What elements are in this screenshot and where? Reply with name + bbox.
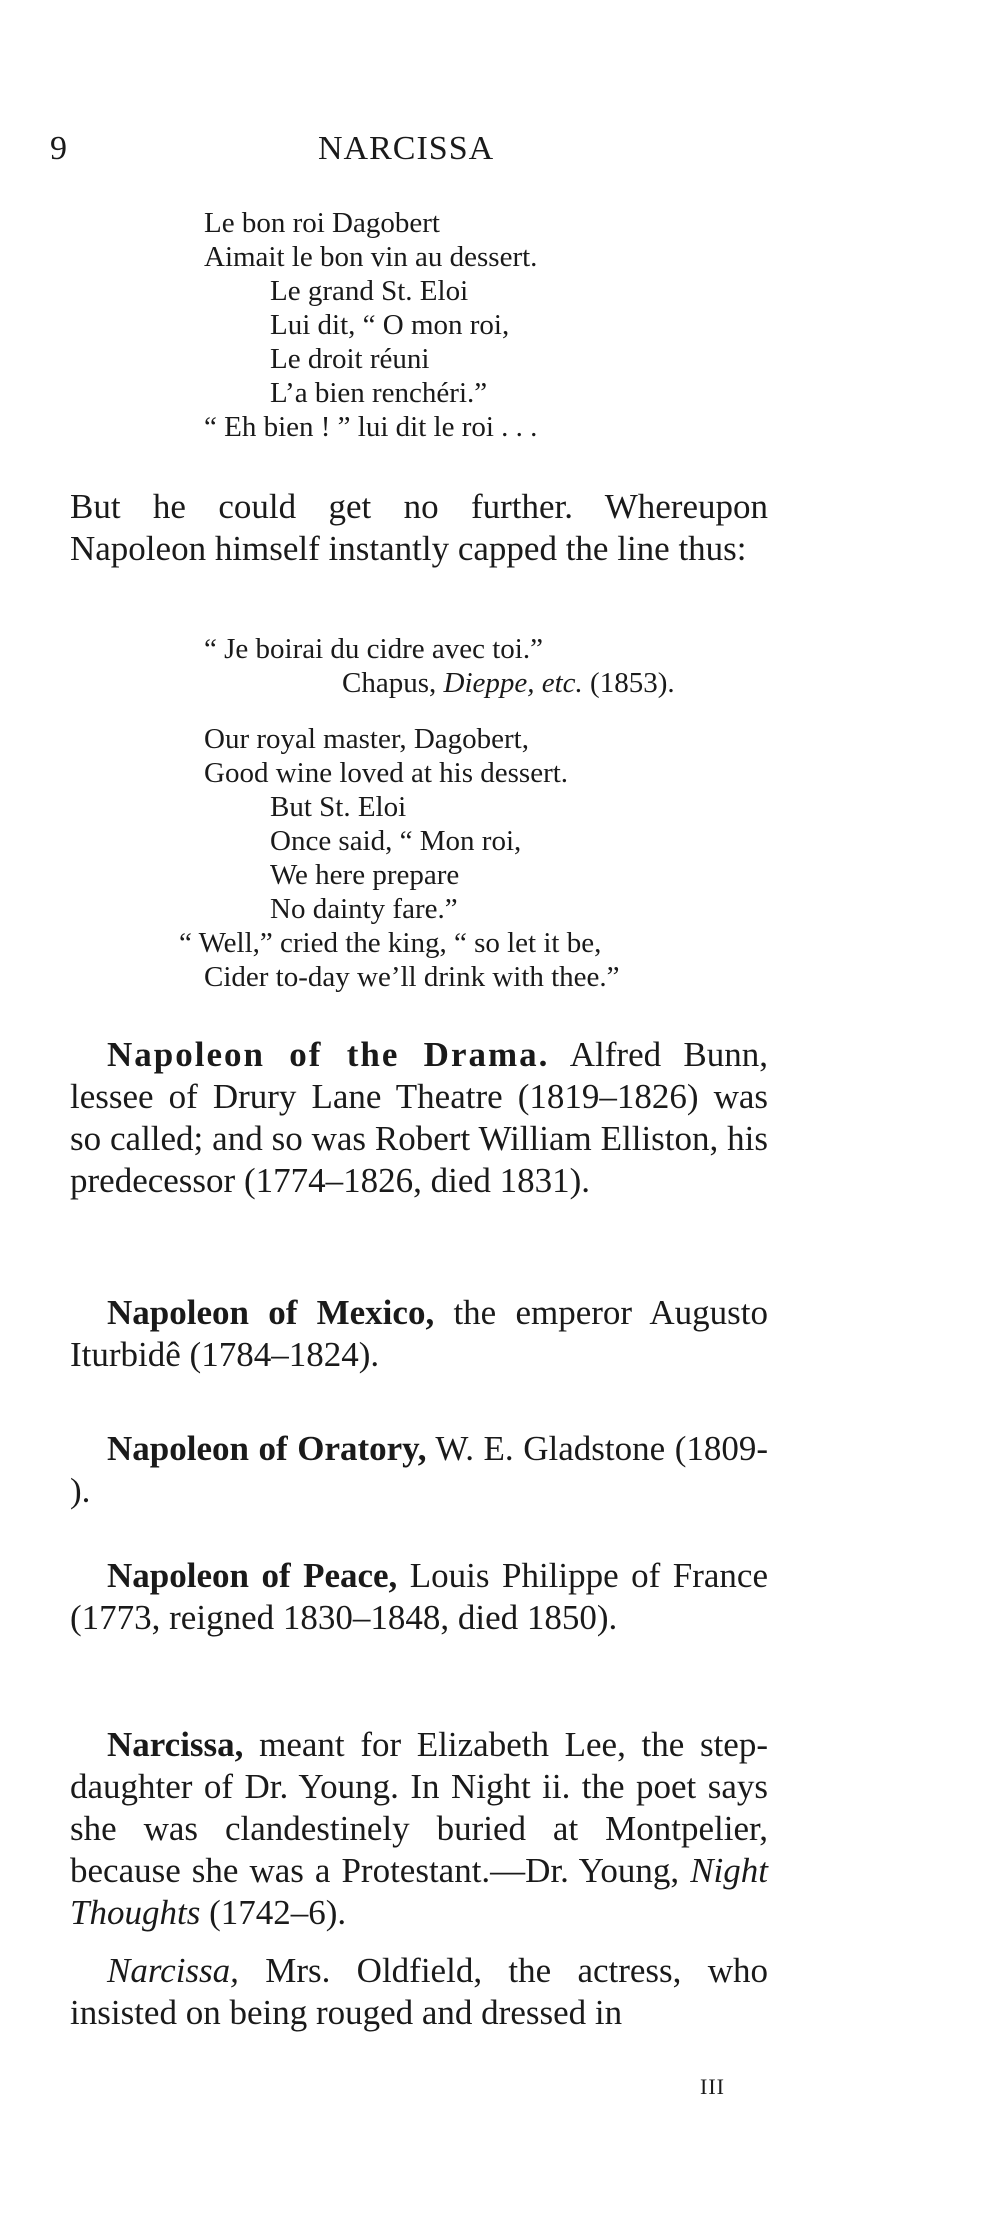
source-year: (1853). — [590, 667, 675, 699]
signature-mark: III — [700, 2074, 725, 2099]
entry-text: Mrs. Oldfield, the actress, who insisted on being rouged and dressed in — [70, 1951, 768, 2032]
entry-heading: Narcissa, — [107, 1951, 239, 1990]
entry-napoleon-of-peace — [70, 1555, 768, 1639]
verse-line: L’a bien renchéri.” — [270, 377, 488, 409]
verse-line: Once said, “ Mon roi, — [270, 825, 522, 857]
entry-heading: Napoleon of Mexico, — [107, 1293, 435, 1332]
entry-narcissa-mrs-oldfield — [70, 1950, 768, 2034]
english-verse — [179, 722, 620, 994]
entry-heading: Napoleon of the Drama. — [107, 1035, 550, 1074]
french-verse — [204, 206, 537, 444]
verse-line: “ Well,” cried the king, “ so let it be, — [179, 927, 602, 959]
entry-heading: Napoleon of Peace, — [107, 1556, 398, 1595]
entry-heading: Napoleon of Oratory, — [107, 1429, 427, 1468]
entry-text: Alfred Bunn, lessee of Drury Lane Theatre (1819–1826) was so called; and so was Robert William Elliston, his predecessor (1774–1826, died 1831). — [70, 1035, 768, 1200]
entry-text: Louis Philippe of France (1773, reigned 1830–1848, died 1850). — [70, 1556, 768, 1637]
verse-line: “ Eh bien ! ” lui dit le roi . . . — [204, 411, 538, 443]
verse-line: Le grand St. Eloi — [270, 275, 469, 307]
verse-line: Le droit réuni — [270, 343, 430, 375]
entry-narcissa-elizabeth-lee — [70, 1724, 768, 1934]
verse-line: Cider to-day we’ll drink with thee.” — [204, 961, 620, 993]
verse-line: Lui dit, “ O mon roi, — [270, 309, 510, 341]
running-title: NARCISSA — [318, 130, 495, 167]
verse-line: We here prepare — [270, 859, 460, 891]
verse-line: Le bon roi Dagobert — [204, 207, 440, 239]
source-author: Chapus, — [342, 667, 437, 699]
entry-napoleon-of-oratory — [70, 1428, 839, 1512]
napoleon-quote: “ Je boirai du cidre avec toi.” — [204, 633, 543, 665]
entry-heading: Narcissa, — [107, 1725, 244, 1764]
source-work: Dieppe, etc. — [443, 667, 583, 699]
entry-text: the emperor Augusto Iturbidê (1784–1824). — [70, 1293, 768, 1374]
verse-line: No dainty fare.” — [270, 893, 458, 925]
paragraph-napoleon-capped — [70, 486, 768, 570]
entry-tail: (1742–6). — [200, 1893, 347, 1932]
entry-napoleon-of-the-drama — [70, 1034, 768, 1202]
page-number: 9 — [50, 130, 67, 167]
entry-napoleon-of-mexico — [70, 1292, 768, 1376]
quote-source — [342, 666, 675, 700]
verse-line: Aimait le bon vin au dessert. — [204, 241, 538, 273]
paragraph-text: But he could get no further. Whereupon Napoleon himself instantly capped the line thus: — [70, 487, 768, 568]
entry-text: W. E. Gladstone (1809- ). — [70, 1429, 839, 1510]
verse-line: But St. Eloi — [270, 791, 407, 823]
verse-line: Our royal master, Dagobert, — [204, 723, 529, 755]
entry-title: Night Thoughts — [70, 1851, 768, 1932]
verse-line: Good wine loved at his dessert. — [204, 757, 569, 789]
entry-text: meant for Elizabeth Lee, the step-daughter of Dr. Young. In Night ii. the poet says she was clandestinely buried at Montpelier, because she was a Protestant.—Dr. Young, — [70, 1725, 768, 1890]
